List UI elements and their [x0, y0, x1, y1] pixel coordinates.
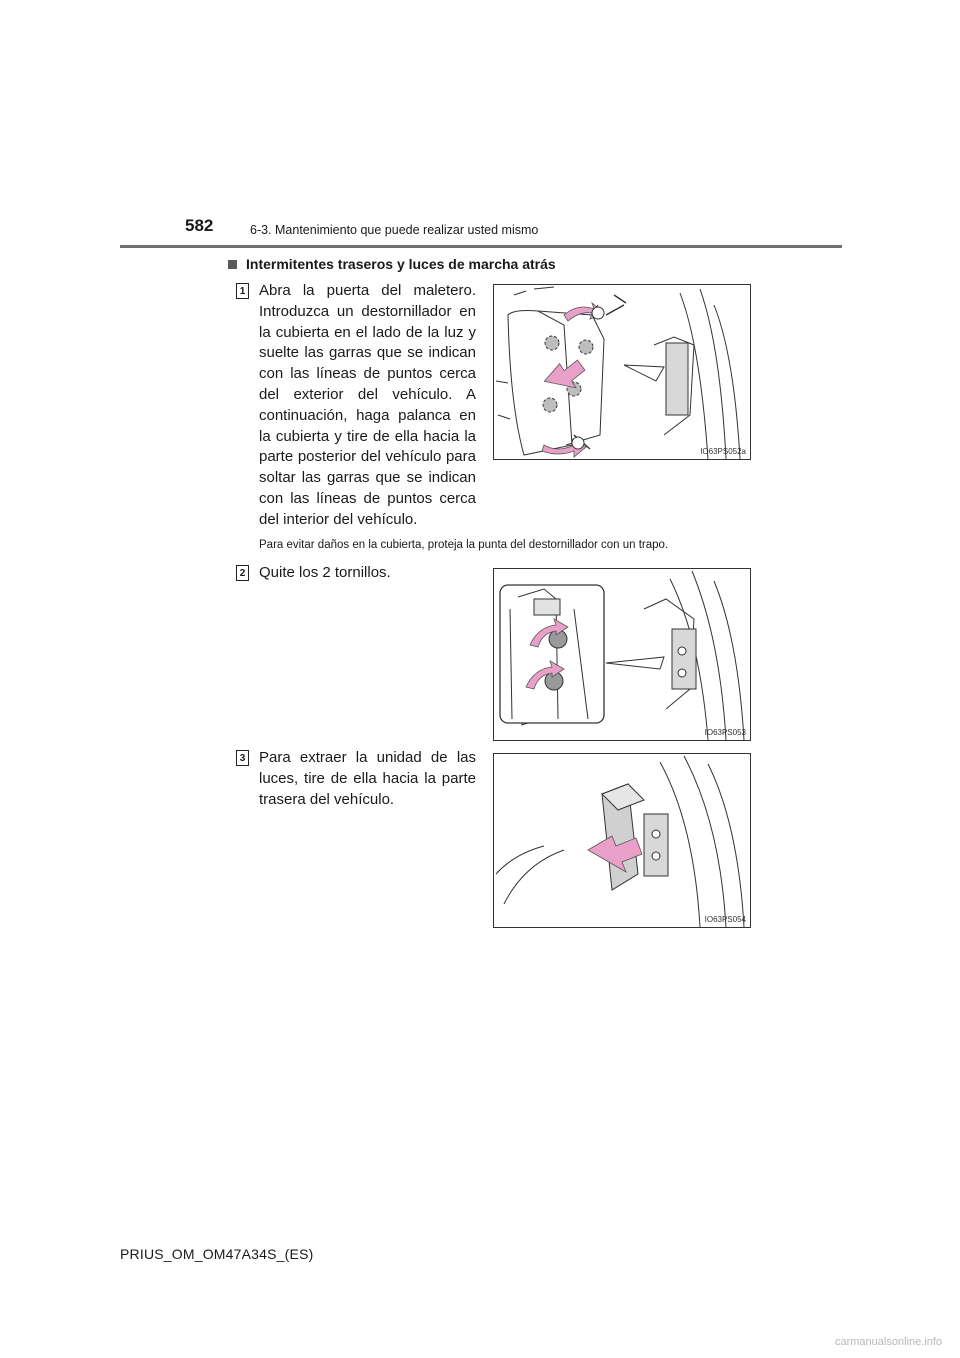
figure-3-label: IO63PS054 — [704, 915, 746, 924]
figure-step-1 — [493, 284, 751, 460]
subheading — [228, 256, 556, 272]
header-rule — [120, 245, 842, 248]
figure-step-3 — [493, 753, 751, 928]
page-number: 582 — [185, 216, 214, 235]
step-3-text: Para extraer la unidad de las luces, tire de ella hacia la parte trasera del vehículo. — [259, 749, 476, 808]
figure-2-label: IO63PS053 — [704, 728, 746, 737]
watermark: carmanualsonline.info — [834, 1336, 942, 1348]
step-1-note: Para evitar daños en la cubierta, proteja la punta del destornillador con un trapo. — [259, 539, 669, 551]
figure-1-label: IO63PS052a — [700, 447, 746, 456]
bullet-square-icon — [228, 260, 237, 269]
subheading-text: Intermitentes traseros y luces de marcha atrás — [246, 256, 556, 272]
step-1-text: Abra la puerta del maletero. Introduzca un destornillador en la cubierta en el lado de la luz y suelte las garras que se indican con las líneas de puntos cerca del exterior del vehículo. A continuación, haga palanca en la cubierta y tire de ella hacia la parte posterior del vehículo para soltar las garras que se indican con las líneas de puntos cerca del interior del vehículo. — [259, 282, 476, 528]
step-1-badge: 1 — [236, 283, 249, 299]
figure-step-2 — [493, 568, 751, 741]
footer-document-id: PRIUS_OM_OM47A34S_(ES) — [120, 1246, 314, 1262]
illustration-lamp-removal — [494, 754, 750, 927]
illustration-lamp-screws — [494, 569, 750, 740]
step-2-badge: 2 — [236, 565, 249, 581]
step-2-text: Quite los 2 tornillos. — [259, 564, 391, 581]
section-title: 6-3. Mantenimiento que puede realizar usted mismo — [250, 223, 539, 237]
illustration-tail-lamp-cover — [494, 285, 750, 459]
step-3-badge: 3 — [236, 750, 249, 766]
